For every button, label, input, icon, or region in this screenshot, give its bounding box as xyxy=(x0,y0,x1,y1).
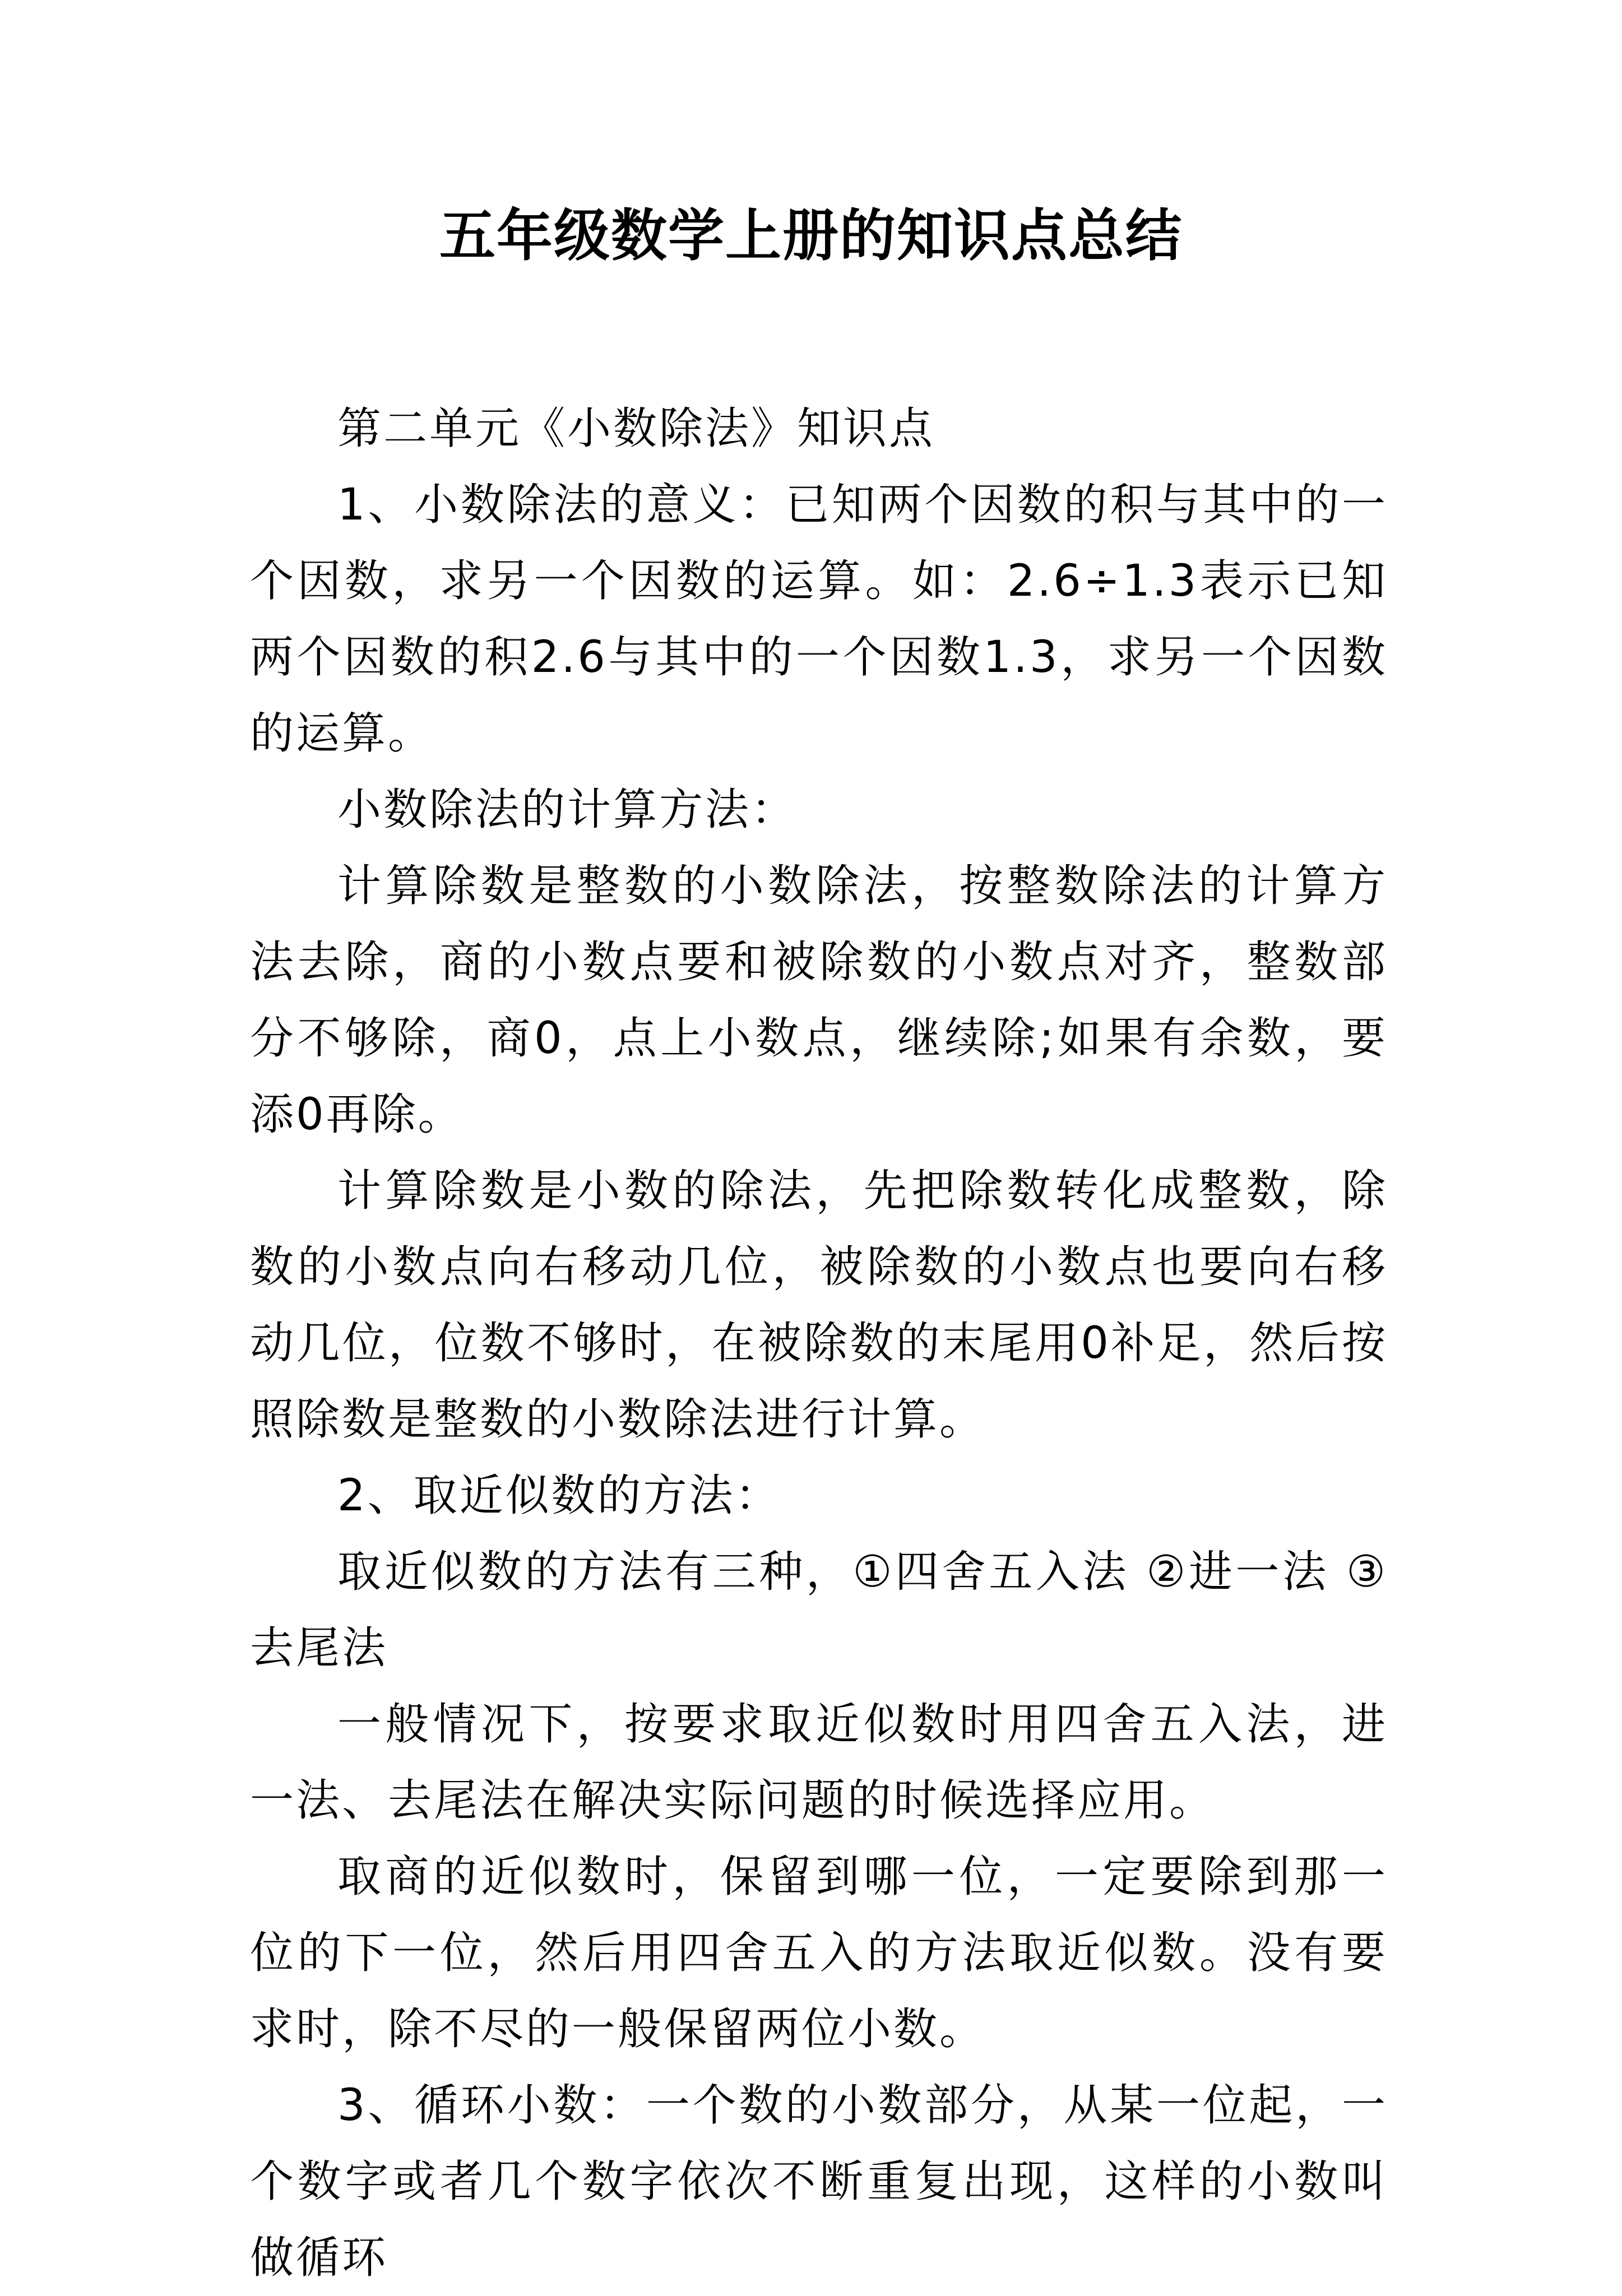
document-title: 五年级数学上册的知识点总结 xyxy=(439,202,1183,268)
paragraph: 取近似数的方法有三种，①四舍五入法 ②进一法 ③去尾法 xyxy=(250,1547,1388,1673)
paragraph: 一般情况下，按要求取近似数时用四舍五入法，进一法、去尾法在解决实际问题的时候选择应用。 xyxy=(250,1699,1388,1826)
paragraph: 3、循环小数：一个数的小数部分，从某一位起，一个数字或者几个数字依次不断重复出现，这样的小数叫做循环 xyxy=(250,2080,1388,2283)
paragraph: 取商的近似数时，保留到哪一位，一定要除到那一位的下一位，然后用四舍五入的方法取近似数。没有要求时，除不尽的一般保留两位小数。 xyxy=(250,1852,1388,2054)
paragraph: 2、取近似数的方法： xyxy=(337,1471,781,1521)
paragraph: 1、小数除法的意义：已知两个因数的积与其中的一个因数，求另一个因数的运算。如：2.6÷1.3表示已知两个因数的积2.6与其中的一个因数1.3，求另一个因数的运算。 xyxy=(250,480,1388,759)
paragraph: 计算除数是整数的小数除法，按整数除法的计算方法去除，商的小数点要和被除数的小数点对齐，整数部分不够除，商0，点上小数点，继续除;如果有余数，要添0再除。 xyxy=(250,861,1388,1140)
paragraph: 计算除数是小数的除法，先把除数转化成整数，除数的小数点向右移动几位，被除数的小数点也要向右移动几位，位数不够时，在被除数的末尾用0补足，然后按照除数是整数的小数除法进行计算。 xyxy=(250,1166,1388,1445)
paragraph: 小数除法的计算方法： xyxy=(337,785,798,835)
section-heading: 第二单元《小数除法》知识点 xyxy=(337,403,935,454)
document-body xyxy=(250,391,1388,2296)
